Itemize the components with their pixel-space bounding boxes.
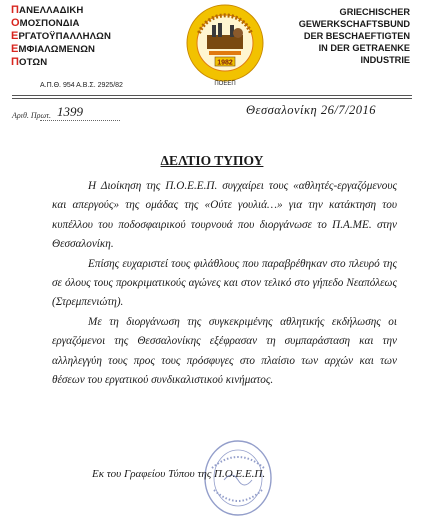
protocol-label: Αριθ. Πρωτ. — [12, 111, 52, 120]
german-org-name — [270, 6, 410, 66]
german-org-line: DER BESCHAEFTIGTEN — [303, 31, 410, 41]
page-title: ΔΕΛΤΙΟ ΤΥΠΟΥ — [160, 153, 264, 168]
greek-org-line: ΟΜΟΣΠΟΝΔΙΑ — [11, 17, 80, 29]
logo-year: 1982 — [217, 59, 233, 67]
german-org-line: GRIECHISCHER — [339, 7, 410, 17]
body-paragraph: Η Διοίκηση της Π.Ο.Ε.Ε.Π. συγχαίρει τους «αθλητές-εργαζόμενους και απεργούς» της ομάδας της «Ούτε γουλιά…» για την κατάκτηση του κυπέλλου του ποδοσφαιρικού τουρνουά που διοργάνωσε το Π.Α.ΜΕ. στην Θεσσαλονίκη. — [52, 180, 397, 251]
registration-number: Α.Π.Θ. 954 Α.Β.Σ. 2925/82 — [40, 82, 123, 89]
greek-org-line: ΕΡΓΑΤΟΫΠΑΛΛΗΛΩΝ — [11, 30, 111, 42]
greek-org-name — [11, 4, 181, 69]
header-divider — [12, 98, 412, 99]
greek-org-line: ΕΜΦΙΑΛΩΜΕΝΩΝ — [11, 43, 96, 55]
signature-line: Εκ του Γραφείου Τύπου της Π.Ο.Ε.Ε.Π. — [92, 468, 266, 480]
german-org-line: IN DER GETRAENKE — [318, 43, 410, 53]
german-org-line: GEWERKSCHAFTSBUND — [298, 19, 410, 29]
logo-caption: ΠΟΕΕΠ — [214, 81, 236, 87]
document-date: Θεσσαλονίκη 26/7/2016 — [246, 103, 377, 117]
greek-org-line: ΠΟΤΩΝ — [11, 56, 48, 68]
protocol-number: 1399 — [57, 104, 83, 119]
union-logo — [185, 3, 265, 87]
protocol-underline — [40, 120, 120, 121]
body-paragraph: Με τη διοργάνωση της συγκεκριμένης αθλητικής εκδήλωσης οι εργαζόμενοι της Θεσσαλονίκης εξέφρασαν τη συμπαράσταση και την αλληλεγγύη τους προς τους πρόσφυγες στο πλαίσιο των αρχών και των θέσεων του εργατικού συνδικαλιστικού κινήματος. — [52, 315, 397, 387]
header-divider — [12, 95, 412, 96]
greek-org-line: ΠΑΝΕΛΛΑΔΙΚΗ — [11, 4, 84, 16]
body-paragraph: Επίσης ευχαριστεί τους φιλάθλους που παραβρέθηκαν στο πλευρό της σε όλους τους προκριματικούς αγώνες και στον τελικό στο γήπεδο Νεαπόλεως (Στρεμπενιώτη). — [52, 257, 397, 309]
german-org-line: INDUSTRIE — [360, 55, 410, 65]
document-body — [52, 177, 397, 390]
